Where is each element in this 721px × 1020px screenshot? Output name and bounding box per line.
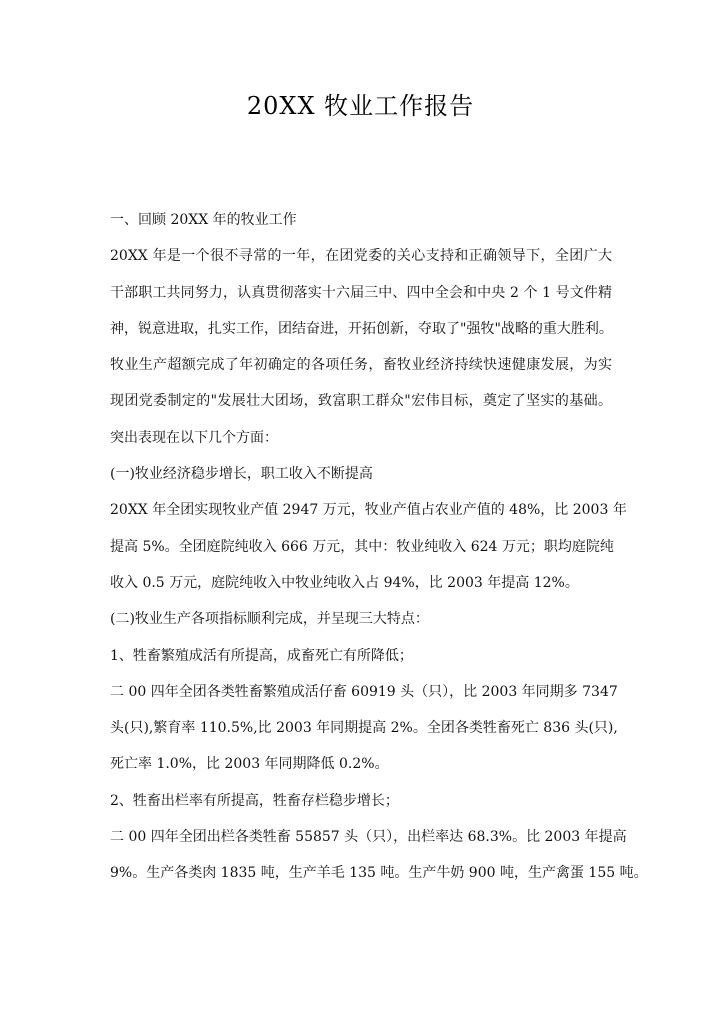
paragraph-line: 牧业生产超额完成了年初确定的各项任务，畜牧业经济持续快速健康发展，为实 bbox=[110, 357, 612, 374]
paragraph-line: 二 00 四年全团出栏各类牲畜 55857 头（只），出栏率达 68.3%。比 2003 年提高 bbox=[110, 829, 627, 846]
subsection-heading-production: (二)牧业生产各项指标顺利完成，并呈现三大特点： bbox=[110, 611, 429, 628]
paragraph-line: 现团党委制定的"发展壮大团场，致富职工群众"宏伟目标，奠定了坚实的基础。 bbox=[110, 393, 612, 410]
paragraph-line: 神，锐意进取，扎实工作，团结奋进，开拓创新，夺取了"强牧"战略的重大胜利。 bbox=[110, 320, 613, 337]
paragraph-line: 干部职工共同努力，认真贯彻落实十六届三中、四中全会和中央 2 个 1 号文件精 bbox=[110, 284, 612, 301]
item-heading-breeding: 1、牲畜繁殖成活有所提高，成畜死亡有所降低； bbox=[110, 647, 413, 664]
paragraph-line: 头(只),繁育率 110.5%,比 2003 年同期提高 2%。全团各类牲畜死亡 836 头(只), bbox=[110, 720, 618, 737]
section-heading-review: 一、回顾 20XX 年的牧业工作 bbox=[110, 212, 297, 228]
paragraph-line: 提高 5%。全团庭院纯收入 666 万元，其中：牧业纯收入 624 万元；职均庭院纯 bbox=[110, 538, 614, 555]
document-title: 20XX 牧业工作报告 bbox=[246, 92, 475, 120]
paragraph-line: 收入 0.5 万元，庭院纯收入中牧业纯收入占 94%，比 2003 年提高 12%。 bbox=[110, 574, 579, 591]
paragraph-line: 20XX 年是一个很不寻常的一年，在团党委的关心支持和正确领导下，全团广大 bbox=[110, 248, 612, 265]
subsection-heading-economy: (一)牧业经济稳步增长，职工收入不断提高 bbox=[110, 466, 373, 483]
paragraph-line: 突出表现在以下几个方面： bbox=[110, 429, 278, 446]
document-body bbox=[110, 202, 648, 892]
paragraph-line: 9%。生产各类肉 1835 吨，生产羊毛 135 吨。生产牛奶 900 吨，生产禽蛋 155 吨。 bbox=[110, 865, 648, 882]
paragraph-line: 20XX 年全团实现牧业产值 2947 万元，牧业产值占农业产值的 48%，比 2003 年 bbox=[110, 502, 627, 519]
item-heading-slaughter: 2、牲畜出栏率有所提高，牲畜存栏稳步增长； bbox=[110, 792, 399, 809]
paragraph-line: 二 00 四年全团各类牲畜繁殖成活仔畜 60919 头（只），比 2003 年同期多 7347 bbox=[110, 683, 618, 700]
paragraph-line: 死亡率 1.0%，比 2003 年同期降低 0.2%。 bbox=[110, 756, 389, 773]
